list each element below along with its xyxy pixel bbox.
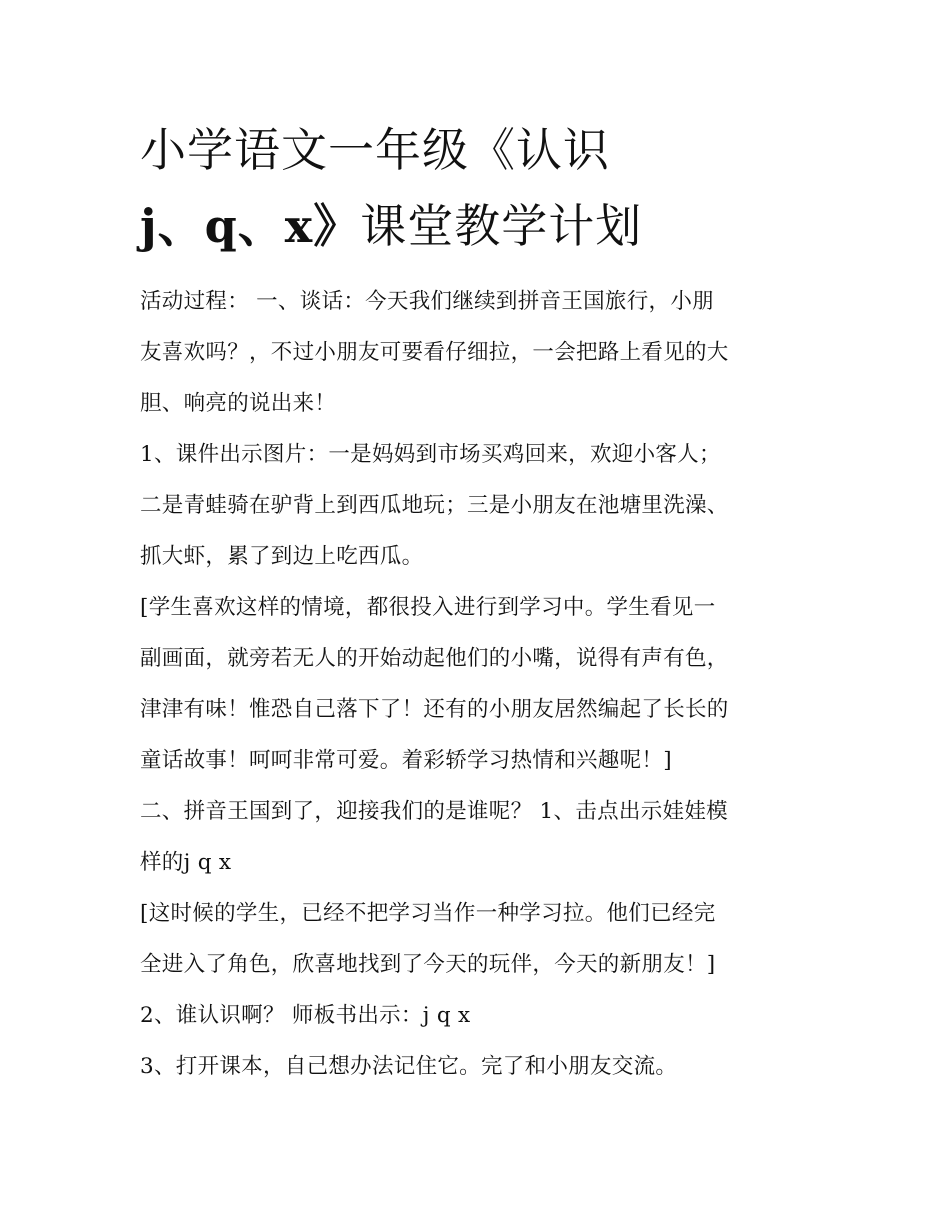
title-latin-part: j、q、x》 xyxy=(140,199,361,253)
body-line: 副画面，就旁若无人的开始动起他们的小嘴，说得有声有色， xyxy=(140,646,729,671)
title-line-1: 小学语文一年级《认识 xyxy=(140,123,610,177)
document-title xyxy=(140,112,840,264)
title-cjk-part: 课堂教学计划 xyxy=(360,199,643,253)
body-line: 童话故事！呵呵非常可爱。着彩轿学习热情和兴趣呢！] xyxy=(140,748,672,773)
body-line: 友喜欢吗？，不过小朋友可要看仔细拉，一会把路上看见的大 xyxy=(140,340,729,365)
body-line: 胆、响亮的说出来！ xyxy=(140,391,337,416)
body-line: [这时候的学生，已经不把学习当作一种学习拉。他们已经完 xyxy=(140,901,716,926)
body-line: [学生喜欢这样的情境，都很投入进行到学习中。学生看见一 xyxy=(140,595,716,620)
body-line: 活动过程： 一、谈话：今天我们继续到拼音王国旅行，小朋 xyxy=(140,289,714,314)
body-line: 全进入了角色，欣喜地找到了今天的玩伴，今天的新朋友！] xyxy=(140,952,716,977)
body-line: 3、打开课本，自己想办法记住它。完了和小朋友交流。 xyxy=(140,1054,678,1079)
body-line: 二、拼音王国到了，迎接我们的是谁呢？ 1、击点出示娃娃模 xyxy=(140,799,728,824)
body-line: 2、谁认识啊？ 师板书出示：j q x xyxy=(140,1003,471,1028)
body-line: 样的j q x xyxy=(140,850,232,875)
body-line: 津津有味！惟恐自己落下了！还有的小朋友居然编起了长长的 xyxy=(140,697,729,722)
body-line: 二是青蛙骑在驴背上到西瓜地玩；三是小朋友在池塘里洗澡、 xyxy=(140,493,729,518)
document-body xyxy=(140,276,820,1092)
body-line: 抓大虾，累了到边上吃西瓜。 xyxy=(140,544,424,569)
body-line: 1、课件出示图片：一是妈妈到市场买鸡回来，欢迎小客人； xyxy=(140,442,721,467)
title-line-2 xyxy=(140,188,840,264)
